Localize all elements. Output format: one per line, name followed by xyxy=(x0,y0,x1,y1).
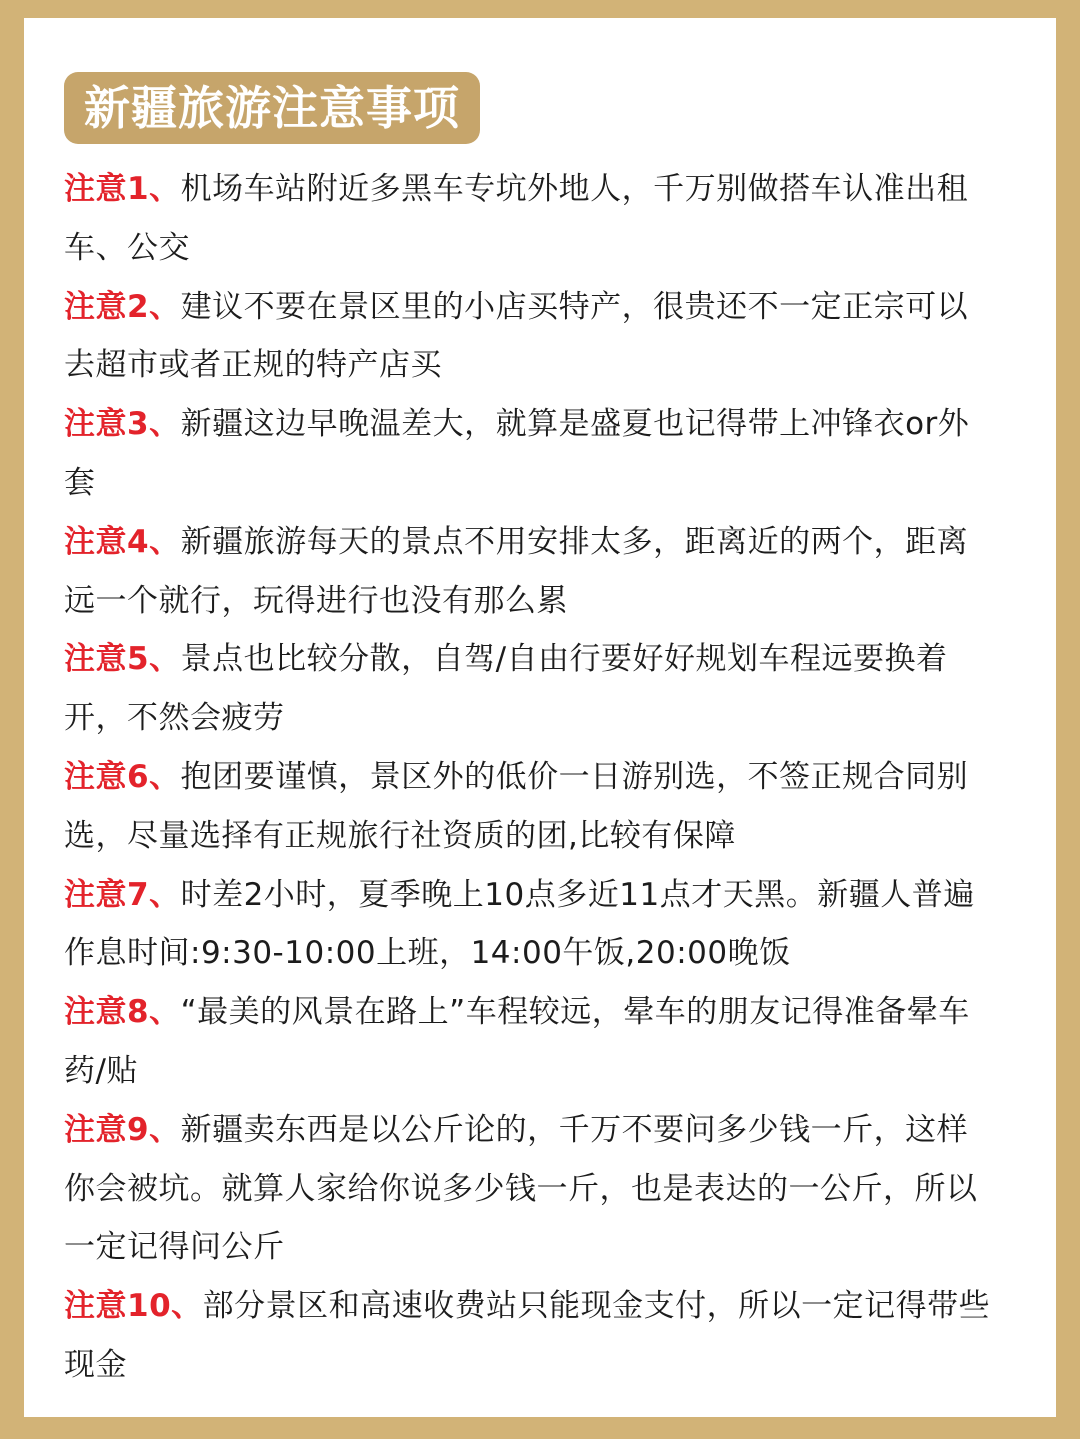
note-item-10 xyxy=(64,1277,994,1395)
note-item-5 xyxy=(64,630,994,748)
note-label: 注意1、 xyxy=(64,171,181,207)
note-text: 时差2小时，夏季晚上10点多近11点才天黑。新疆人普遍作息时间:9:30-10:00上班，14:00午饭,20:00晚饭 xyxy=(64,876,975,972)
note-text: 新疆卖东西是以公斤论的，千万不要问多少钱一斤，这样你会被坑。就算人家给你说多少钱一斤，也是表达的一公斤，所以一定记得问公斤 xyxy=(64,1111,978,1266)
note-label: 注意6、 xyxy=(64,758,181,795)
note-label: 注意4、 xyxy=(64,523,181,560)
note-item-2 xyxy=(64,278,994,396)
note-item-3 xyxy=(64,395,994,513)
note-text: 新疆这边早晚温差大，就算是盛夏也记得带上冲锋衣or外套 xyxy=(64,406,970,501)
note-label: 注意3、 xyxy=(64,406,181,443)
note-text: “最美的风景在路上”车程较远，晕车的朋友记得准备晕车药/贴 xyxy=(64,994,970,1089)
content-card xyxy=(24,18,1056,1417)
notes-list xyxy=(64,160,994,1395)
note-label: 注意9、 xyxy=(64,1111,181,1148)
note-item-7 xyxy=(64,866,994,984)
note-label: 注意10、 xyxy=(64,1288,203,1325)
note-item-1 xyxy=(64,160,994,278)
note-text: 机场车站附近多黑车专坑外地人，千万别做搭车认准出租车、公交 xyxy=(64,171,969,266)
note-item-4 xyxy=(64,513,994,631)
note-text: 部分景区和高速收费站只能现金支付，所以一定记得带些现金 xyxy=(64,1288,991,1383)
note-text: 抱团要谨慎，景区外的低价一日游别选，不签正规合同别选，尽量选择有正规旅行社资质的团,比较有保障 xyxy=(64,758,969,854)
note-label: 注意8、 xyxy=(64,994,181,1031)
note-item-9 xyxy=(64,1101,994,1277)
note-item-6 xyxy=(64,748,994,866)
note-text: 新疆旅游每天的景点不用安排太多，距离近的两个，距离远一个就行，玩得进行也没有那么累 xyxy=(64,523,969,619)
note-label: 注意5、 xyxy=(64,641,181,678)
page-title: 新疆旅游注意事项 xyxy=(84,81,460,135)
note-label: 注意7、 xyxy=(64,876,181,913)
note-item-8 xyxy=(64,983,994,1101)
title-badge xyxy=(64,72,480,144)
note-text: 景点也比较分散，自驾/自由行要好好规划车程远要换着开，不然会疲劳 xyxy=(64,641,948,737)
note-text: 建议不要在景区里的小店买特产，很贵还不一定正宗可以去超市或者正规的特产店买 xyxy=(64,288,969,384)
note-label: 注意2、 xyxy=(64,288,181,325)
